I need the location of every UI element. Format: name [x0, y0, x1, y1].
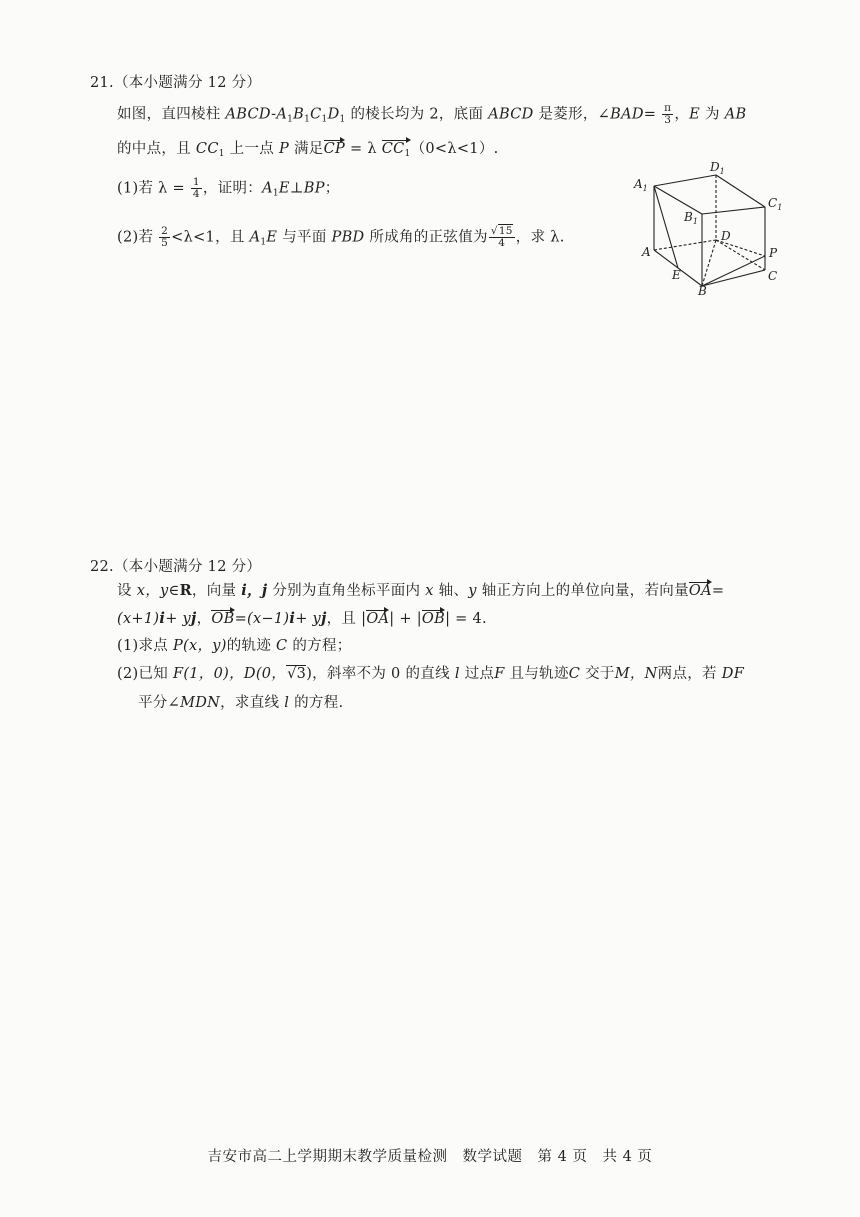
label-p: P — [769, 246, 778, 260]
q22-line2: (x+1)i+ yj，OB=(x−1)i+ yj，且 |OA| + |OB| = 4. — [117, 610, 487, 627]
q22-header: 22.（本小题满分 12 分） — [90, 559, 262, 575]
label-c: C — [768, 269, 778, 283]
edge-a1-d1 — [654, 175, 716, 186]
vector-ob: OB — [211, 611, 235, 627]
label-b1: $B_1$ — [684, 210, 698, 226]
q21-part1: (1)若 λ = $\frac{1}{4}$ ，证明：$A_1E\perp BP$； — [117, 176, 340, 200]
q22-part2: (2)已知 F(1，0)，D(0，√3)，斜率不为 0 的直线 l 过点F 且与轨迹C 交于M，N两点，若 DF — [117, 666, 745, 682]
segment-b-p — [702, 256, 765, 286]
vector-cp: CP — [323, 141, 346, 157]
vector-oa: OA — [688, 583, 712, 599]
edge-a-d — [654, 240, 716, 250]
edge-b1-c1 — [702, 207, 765, 214]
q21-line2: 的中点，且 $CC_1$ 上一点 P 满足CP = λ $CC_1(0<\lambda<1)$. — [117, 139, 499, 164]
fraction-two-fifths: $\frac{2}{5}$ — [161, 225, 169, 249]
segment-b-d — [702, 240, 716, 286]
fraction-pi-over-3: $\frac{\pi}{3}$ — [664, 102, 672, 126]
q22-part2-cont: 平分∠MDN，求直线 l 的方程. — [138, 695, 344, 711]
edge-d-c — [716, 240, 765, 270]
edge-d1-c1 — [716, 175, 765, 207]
vector-cc1: $CC_1$ — [382, 139, 411, 164]
label-c1: $C_1$ — [768, 196, 783, 212]
q21-intro: 如图，直四棱柱 ABCD-$A_1B_1C_1D_1$ 的棱长均为 2，底面 ABCD 是菱形，∠BAD= $\frac{\pi}{3}$ ，E 为 AB — [117, 102, 747, 126]
q22-line1: 设 x，y∈R，向量 i，j 分别为直角坐标平面内 x 轴、y 轴正方向上的单位向量，若向量OA= — [117, 582, 725, 599]
prism-figure — [632, 160, 792, 295]
label-b: B — [698, 284, 707, 295]
label-e: E — [672, 268, 681, 282]
label-a: A — [642, 245, 651, 259]
edge-b-c — [702, 270, 765, 286]
fraction-sqrt15-over-4: $\frac{√15}{4}$ — [490, 225, 513, 249]
q21-part2: (2)若 $\frac{2}{5}$ <λ<1，且 $A_1E$ 与平面 PBD 所成角的正弦值为 $\frac{√15}{4}$ ，求 λ. — [117, 225, 565, 249]
sqrt-3: √3 — [287, 666, 307, 682]
label-d: D — [721, 229, 731, 243]
page-footer: 吉安市高二上学期期末教学质量检测 数学试题 第 4 页 共 4 页 — [207, 1149, 653, 1165]
fraction-one-quarter: $\frac{1}{4}$ — [192, 176, 200, 200]
q21-header: 21.（本小题满分 12 分） — [90, 75, 262, 91]
label-a1: $A_1$ — [634, 177, 648, 193]
q22-part1: (1)求点 P(x，y)的轨迹 C 的方程； — [117, 638, 352, 654]
label-d1: $D_1$ — [710, 160, 725, 176]
